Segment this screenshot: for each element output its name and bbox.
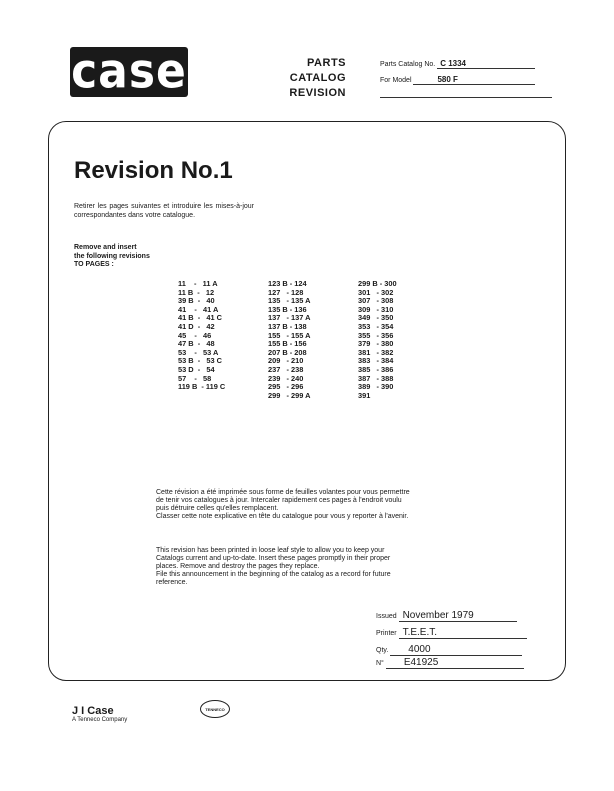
page-range: 299 - 299 A [268, 390, 311, 400]
page-range: 41 - 41 A [178, 304, 219, 314]
page-range: 389 - 390 [358, 382, 394, 392]
french-notice [156, 489, 466, 521]
english-intro-line: Remove and insert [74, 244, 137, 251]
model-value: 580 F [413, 75, 535, 85]
printer-row [376, 627, 527, 639]
page-range: 41 D - 42 [178, 321, 215, 331]
page-range: 349 - 350 [358, 313, 394, 323]
catalog-blank-line [380, 97, 552, 98]
page-range: 301 - 302 [358, 287, 394, 297]
page-range: 11 - 11 A [178, 279, 218, 288]
page-range: 209 - 210 [268, 356, 304, 366]
page-range: 307 - 308 [358, 296, 394, 306]
notice-line: Cette révision a été imprimée sous forme de feuilles volantes pour vous permettre [156, 489, 410, 496]
page-range: 355 - 356 [358, 330, 394, 340]
printer-value: T.E.E.T. [399, 627, 527, 639]
footer-subtitle: A Tenneco Company [72, 717, 128, 723]
issued-label: Issued [376, 613, 397, 620]
page-range: 387 - 388 [358, 373, 394, 383]
notice-line: Classer cette note explicative en tête du catalogue pour vous y reporter à l'avenir. [156, 513, 409, 520]
tenneco-logo-text: TENNECO [205, 706, 225, 712]
catalog-no-value: C 1334 [437, 59, 535, 69]
page-range: 127 - 128 [268, 287, 304, 297]
page-range: 353 - 354 [358, 321, 394, 331]
qty-label: Qty. [376, 647, 389, 654]
model-row [380, 75, 535, 85]
page-range: 155 - 155 A [268, 330, 311, 340]
number-row [376, 657, 524, 669]
page-range: 137 - 137 A [268, 313, 311, 323]
page-range: 39 B - 40 [178, 296, 215, 306]
page-range: 381 - 382 [358, 347, 394, 357]
page-range: 53 B - 53 C [178, 356, 222, 366]
page-range: 57 - 58 [178, 373, 212, 383]
pages-column-2 [268, 280, 310, 400]
page-range: 155 B - 156 [268, 339, 307, 349]
notice-line: This revision has been printed in loose leaf style to allow you to keep your [156, 547, 385, 554]
page-range: 239 - 240 [268, 373, 304, 383]
page-range: 53 - 53 A [178, 347, 219, 357]
english-intro-line: TO PAGES : [74, 261, 114, 268]
page-range: 135 - 135 A [268, 296, 311, 306]
notice-line: File this announcement in the beginning of the catalog as a record for future [156, 571, 391, 578]
number-label: N° [376, 660, 384, 667]
page-range: 45 - 46 [178, 330, 212, 340]
page-range: 207 B - 208 [268, 347, 307, 357]
page-range: 383 - 384 [358, 356, 394, 366]
page-range: 41 B - 41 C [178, 313, 222, 323]
qty-value: 4000 [390, 644, 522, 656]
page-range: 391 [358, 390, 371, 400]
number-value: E41925 [386, 657, 524, 669]
notice-line: puis détruire celles qu'elles remplacent. [156, 505, 279, 512]
page-range: 385 - 386 [358, 364, 394, 374]
page-range: 309 - 310 [358, 304, 394, 314]
logo-text: case [71, 43, 187, 100]
parts-catalog-revision-title [270, 56, 346, 101]
issued-row [376, 610, 517, 622]
footer-brand: J I Case [72, 705, 114, 717]
english-notice [156, 547, 466, 587]
page-range: 237 - 238 [268, 364, 304, 374]
pages-column-1 [178, 280, 225, 392]
title-line-2: CATALOG [289, 72, 346, 84]
notice-line: places. Remove and destroy the pages they replace. [156, 563, 320, 570]
catalog-no-row [380, 59, 535, 69]
pages-column-3 [358, 280, 397, 400]
title-line-3: REVISION [289, 87, 346, 99]
notice-line: reference. [156, 579, 188, 586]
notice-line: de tenir vos catalogues à jour. Intercaler rapidement ces pages à l'endroit voulu [156, 497, 402, 504]
title-line-1: PARTS [307, 57, 346, 69]
page-range: 47 B - 48 [178, 339, 215, 349]
english-intro [74, 244, 150, 270]
page-range: 379 - 380 [358, 339, 394, 349]
page-range: 119 B - 119 C [178, 382, 226, 392]
page-range: 11 B - 12 [178, 287, 215, 297]
page-range: 137 B - 138 [268, 321, 307, 331]
tenneco-logo [200, 700, 230, 718]
page-range: 135 B - 136 [268, 304, 307, 314]
english-intro-line: the following revisions [74, 252, 150, 260]
page-range: 53 D - 54 [178, 364, 215, 374]
qty-row [376, 644, 522, 656]
revision-title: Revision No.1 [74, 157, 233, 184]
page-range: 123 B - 124 [268, 279, 307, 288]
printer-label: Printer [376, 630, 397, 637]
french-intro: Retirer les pages suivantes et introduire les mises-à-jour correspondantes dans votre catalogue. [74, 203, 254, 219]
catalog-no-label: Parts Catalog No. [380, 61, 436, 68]
case-logo [70, 43, 188, 100]
page-range: 295 - 296 [268, 382, 304, 392]
model-label: For Model [380, 77, 412, 84]
issued-value: November 1979 [399, 610, 517, 622]
page-range: 299 B - 300 [358, 279, 397, 288]
notice-line: Catalogs current and up-to-date. Insert these pages promptly in their proper [156, 555, 391, 562]
